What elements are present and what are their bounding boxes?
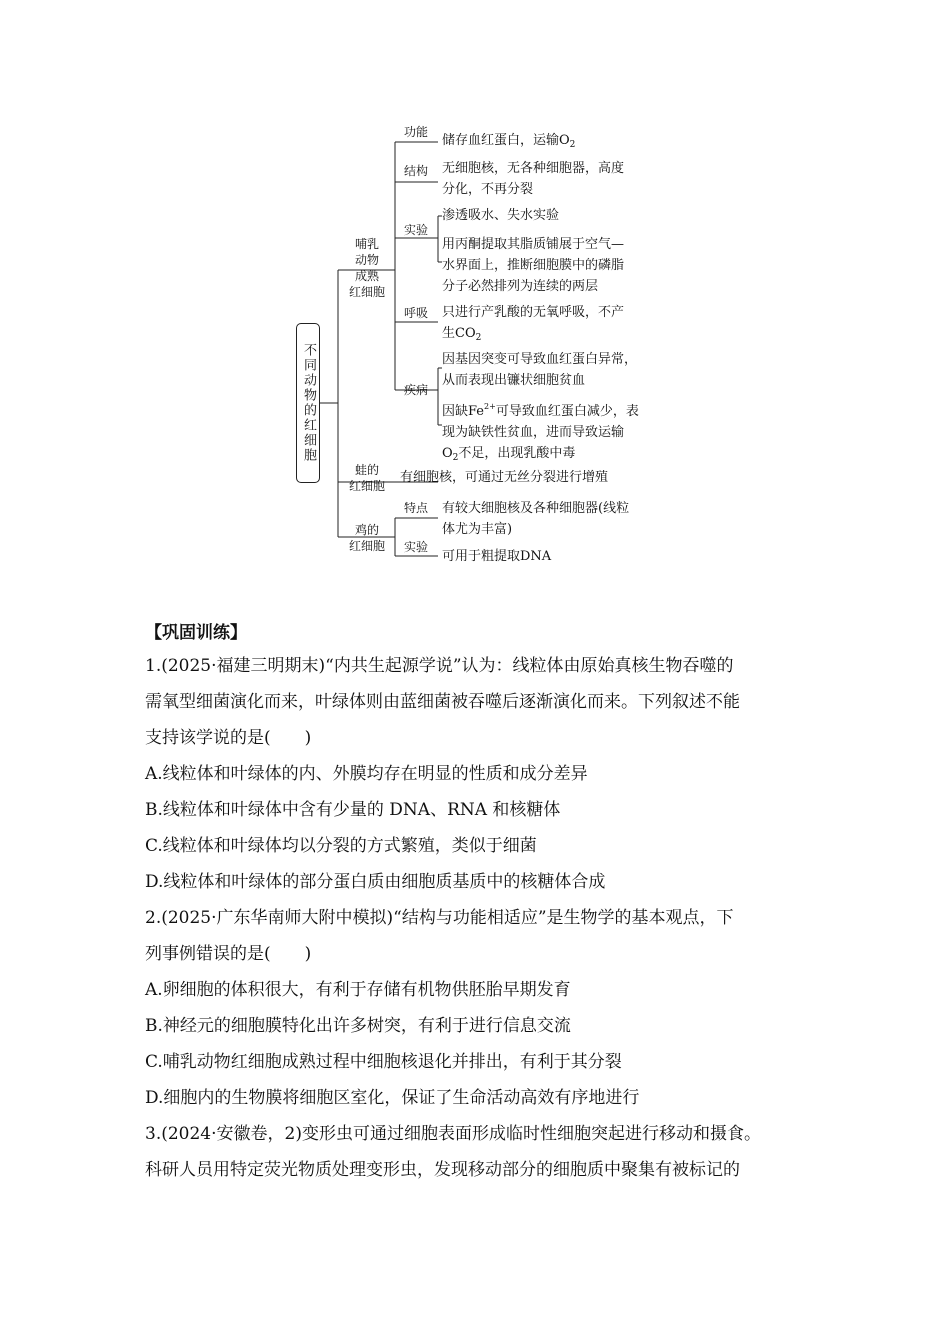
disease-text-part: 不足，出现乳酸中毒 bbox=[458, 446, 576, 461]
chicken-label-line: 红细胞 bbox=[348, 539, 385, 553]
structure-text-line: 无细胞核，无各种细胞器，高度 bbox=[442, 161, 625, 176]
question-line: 需氧型细菌演化而来，叶绿体则由蓝细菌被吞噬后逐渐演化而来。下列叙述不能 bbox=[145, 692, 740, 712]
respiration-label: 呼吸 bbox=[403, 306, 428, 320]
experiment-text-line: 水界面上，推断细胞膜中的磷脂 bbox=[442, 258, 625, 273]
disease-text-line: 从而表现出镰状细胞贫血 bbox=[442, 373, 586, 388]
disease-text-line bbox=[442, 396, 639, 422]
root-node-label: 不同动物的红细胞 bbox=[301, 343, 316, 463]
chicken-experiment-text: 可用于粗提取DNA bbox=[442, 549, 552, 564]
option-d: D.线粒体和叶绿体的部分蛋白质由细胞质基质中的核糖体合成 bbox=[145, 872, 606, 892]
function-text bbox=[442, 130, 575, 156]
option-b: B.线粒体和叶绿体中含有少量的 DNA、RNA 和核糖体 bbox=[145, 800, 561, 820]
structure-label: 结构 bbox=[403, 164, 428, 178]
structure-text-line: 分化，不再分裂 bbox=[442, 182, 534, 197]
mammal-label bbox=[342, 236, 392, 300]
mammal-label-line: 哺乳 bbox=[354, 237, 379, 251]
experiment-text-line: 用丙酮提取其脂质铺展于空气— bbox=[442, 237, 625, 252]
question-line: 2.(2025·广东华南师大附中模拟)“结构与功能相适应”是生物学的基本观点，下 bbox=[145, 908, 734, 928]
feature-label: 特点 bbox=[403, 501, 428, 515]
question-line: 科研人员用特定荧光物质处理变形虫，发现移动部分的细胞质中聚集有被标记的 bbox=[145, 1160, 740, 1180]
respiration-text-main: 生CO bbox=[442, 326, 476, 341]
disease-subscript: 2 bbox=[452, 453, 459, 463]
disease-label: 疾病 bbox=[403, 383, 428, 397]
function-text-main: 储存血红蛋白，运输O bbox=[442, 133, 570, 148]
option-c: C.哺乳动物红细胞成熟过程中细胞核退化并排出，有利于其分裂 bbox=[145, 1052, 622, 1072]
feature-text-line: 体尤为丰富) bbox=[442, 522, 513, 537]
option-c: C.线粒体和叶绿体均以分裂的方式繁殖，类似于细菌 bbox=[145, 836, 537, 856]
section-title: 【巩固训练】 bbox=[145, 623, 247, 643]
disease-text-line: 因基因突变可导致血红蛋白异常， bbox=[442, 352, 638, 367]
disease-text-part: 因缺Fe bbox=[442, 404, 485, 419]
option-d: D.细胞内的生物膜将细胞区室化，保证了生命活动高效有序地进行 bbox=[145, 1088, 640, 1108]
frog-label-line: 蛙的 bbox=[354, 463, 379, 477]
respiration-subscript: 2 bbox=[475, 333, 482, 343]
experiment-text-line: 分子必然排列为连续的两层 bbox=[442, 279, 599, 294]
question-1 bbox=[145, 648, 825, 1188]
experiment-text-1: 渗透吸水、失水实验 bbox=[442, 208, 560, 223]
disease-text-line bbox=[442, 443, 639, 469]
disease-text-1 bbox=[442, 349, 637, 391]
respiration-text-line: 只进行产乳酸的无氧呼吸，不产 bbox=[442, 305, 625, 320]
respiration-text-line bbox=[442, 323, 624, 349]
disease-text-part: O bbox=[442, 446, 453, 461]
disease-text-part: 可导致血红蛋白减少，表 bbox=[495, 404, 639, 419]
chicken-label bbox=[342, 522, 392, 554]
question-line: 3.(2024·安徽卷，2)变形虫可通过细胞表面形成临时性细胞突起进行移动和摄食。 bbox=[145, 1124, 761, 1144]
mammal-label-line: 动物 bbox=[354, 253, 379, 267]
structure-text bbox=[442, 158, 624, 200]
chicken-experiment-label: 实验 bbox=[403, 540, 428, 554]
feature-text bbox=[442, 498, 629, 540]
frog-label bbox=[342, 462, 392, 494]
question-line: 1.(2025·福建三明期末)“内共生起源学说”认为：线粒体由原始真核生物吞噬的 bbox=[145, 656, 734, 676]
disease-text-2 bbox=[442, 396, 639, 469]
function-label: 功能 bbox=[403, 125, 428, 139]
frog-label-line: 红细胞 bbox=[348, 479, 385, 493]
disease-superscript: 2+ bbox=[484, 402, 496, 411]
question-line: 列事例错误的是( ) bbox=[145, 944, 312, 964]
respiration-text bbox=[442, 302, 624, 349]
option-a: A.卵细胞的体积很大，有利于存储有机物供胚胎早期发育 bbox=[145, 980, 571, 1000]
root-node-box bbox=[296, 323, 320, 483]
question-line: 支持该学说的是( ) bbox=[145, 728, 312, 748]
red-blood-cell-concept-map bbox=[0, 0, 950, 600]
option-a: A.线粒体和叶绿体的内、外膜均存在明显的性质和成分差异 bbox=[145, 764, 588, 784]
option-b: B.神经元的细胞膜特化出许多树突，有利于进行信息交流 bbox=[145, 1016, 571, 1036]
frog-text: 有细胞核，可通过无丝分裂进行增殖 bbox=[400, 470, 609, 485]
experiment-label: 实验 bbox=[403, 223, 428, 237]
chicken-label-line: 鸡的 bbox=[354, 523, 379, 537]
feature-text-line: 有较大细胞核及各种细胞器(线粒 bbox=[442, 501, 630, 516]
disease-text-line: 现为缺铁性贫血，进而导致运输 bbox=[442, 425, 625, 440]
function-text-subscript: 2 bbox=[569, 140, 576, 150]
mammal-label-line: 成熟 bbox=[354, 269, 379, 283]
experiment-text-2 bbox=[442, 234, 624, 297]
mammal-label-line: 红细胞 bbox=[348, 285, 385, 299]
